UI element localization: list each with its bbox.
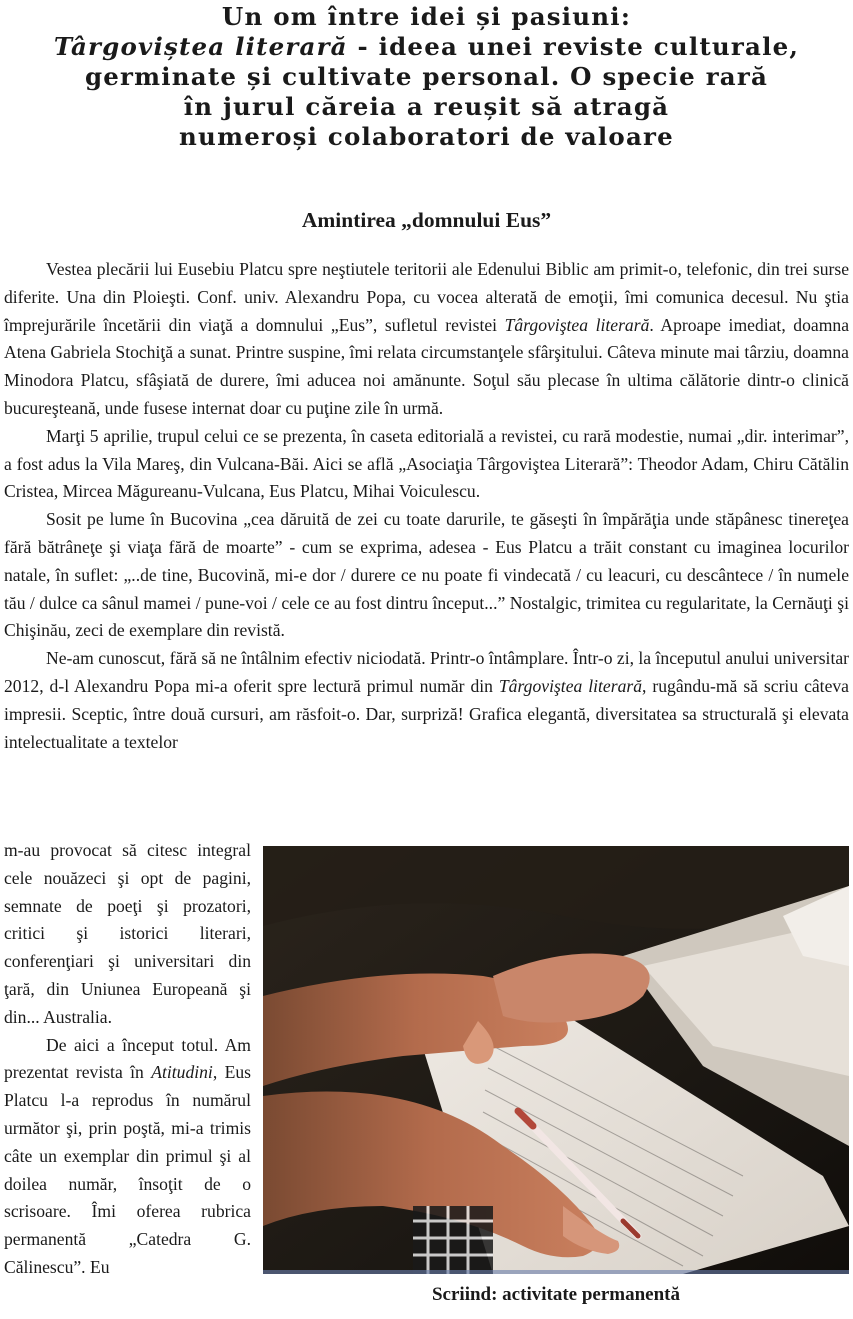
paragraph: De aici a început totul. Am prezentat revista în Atitudini, Eus Platcu l-a reprodus în numărul următor şi, prin poştă, mi-a trimis câte un exemplar din primul şi al doilea număr, însoţit de o scrisoare. Îmi oferea rubrica permanentă „Catedra G. Călinescu”. Eu (4, 1034, 251, 1277)
journal-title: Târgoviștea literară (53, 32, 348, 61)
photo-writing-hands (263, 846, 849, 1274)
paragraph: Vestea plecării lui Eusebiu Platcu spre neştiutele teritorii ale Edenului Biblic am primit-o, telefonic, din trei surse diferite. Una din Ploieşti. Conf. univ. Alexandru Popa, cu vocea alterată de emoţii, îmi comunica decesul. Nu ştia împrejurările încetării din viaţă a domnului „Eus”, sufletul revistei Târgoviştea literară. Aproape imediat, doamna Atena Gabriela Stochiţă a sunat. Printre suspine, îmi relata circumstanţele sfârşitului. Câteva minute mai târziu, doamna Minodora Platcu, sfâşiată de durere, îmi aducea noi amănunte. Soţul său plecase în ultima călătorie dintr-o clinică bucureşteană, unde fusese internat doar cu puţine zile în urmă. (4, 259, 849, 418)
headline-line: Târgoviștea literară - ideea unei reviste culturale, (53, 32, 800, 61)
headline-line: Un om între idei și pasiuni: (221, 2, 632, 31)
paragraph: Marţi 5 aprilie, trupul celui ce se prezenta, în caseta editorială a revistei, cu rară modestie, numai „dir. interimar”, a fost adus la Vila Mareş, din Vulcana-Băi. Aici se află „Asociaţia Târgoviştea Literară”: Theodor Adam, Chiru Cătălin Cristea, Mircea Măgureanu-Vulcana, Eus Platcu, Mihai Voiculescu. (4, 425, 849, 502)
headline-line: numeroși colaboratori de valoare (179, 122, 674, 151)
paragraph: m-au provocat să citesc integral cele nouăzeci şi opt de pagini, semnate de poeţi şi prozatori, critici şi istorici literari, conferenţiari şi universitari din ţară, din Uniunea Europeană şi din... Australia. (4, 840, 251, 1027)
paragraph: Ne-am cunoscut, fără să ne întâlnim efectiv niciodată. Printr-o întâmplare. Într-o zi, la începutul anului universitar 2012, d-l Alexandru Popa mi-a oferit spre lectură primul număr din Târgoviştea literară, rugându-mă să scriu câteva impresii. Sceptic, între două cursuri, am răsfoit-o. Dar, surpriză! Grafica elegantă, diversitatea sa structurală şi elevata intelectualitate a textelor (4, 648, 849, 752)
paragraph: Sosit pe lume în Bucovina „cea dăruită de zei cu toate darurile, te găseşti în împărăţia unde stăpânesc tinereţea fără bătrâneţe şi viaţa fără de moarte” - cum se exprima, adesea - Eus Platcu a trăit constant cu imaginea locurilor natale, în suflet: „..de tine, Bucovină, mi-e dor / durere ce nu poate fi vindecată / cu leacuri, cu descântece / în numele tău / dulce ca sânul mamei / pune-voi / cele ce au fost dintru început...” Nostalgic, trimitea cu regularitate, la Cernăuţi şi Chişinău, zeci de exemplare din revistă. (4, 509, 849, 641)
side-column-text (4, 837, 251, 1282)
article-body (4, 256, 849, 756)
photo-caption: Scriind: activitate permanentă (431, 1284, 680, 1305)
section-title: Amintirea „domnului Eus” (301, 208, 552, 232)
headline-line: în jurul căreia a reușit să atragă (183, 92, 670, 121)
headline-line: germinate și cultivate personal. O specie rară (84, 62, 769, 91)
headline (0, 2, 853, 152)
